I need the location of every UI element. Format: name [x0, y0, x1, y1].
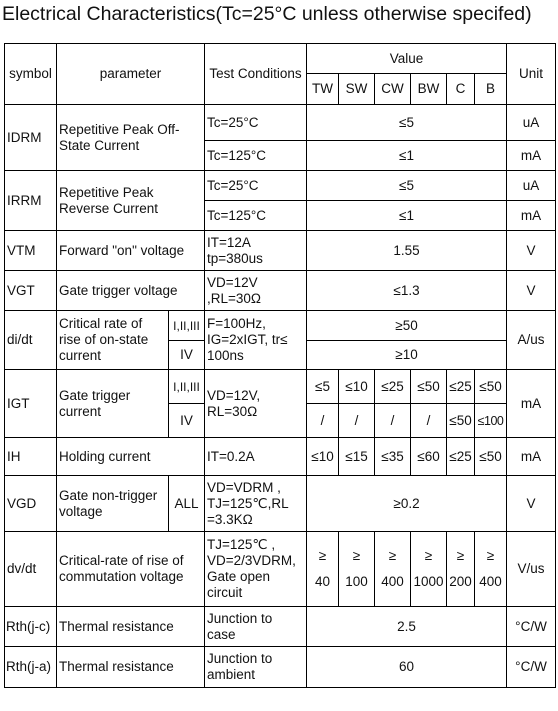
ge-sign: ≥ [486, 548, 495, 563]
condition-cell: IT=0.2A [205, 438, 307, 476]
symbol-cell: di/dt [5, 311, 57, 370]
parameter-line: Gate non-trigger [59, 487, 158, 503]
parameter-cell: Repetitive Peak Off-State Current [57, 105, 205, 171]
parameter-line: current [59, 348, 102, 363]
table-row [5, 607, 556, 647]
value-cell: ≤1 [307, 141, 507, 171]
parameter-line: Gate trigger [59, 387, 131, 403]
ge-sign: ≥ [318, 548, 327, 563]
symbol-cell: VGT [5, 271, 57, 311]
value-cell: ≤5 [307, 370, 339, 404]
parameter-cell [57, 476, 169, 532]
condition-cell [205, 647, 307, 688]
parameter-cell: Forward "on" voltage [57, 231, 205, 271]
value-cell [447, 532, 475, 607]
table-row [5, 647, 556, 688]
condition-line: Junction to [207, 610, 273, 626]
parameter-cell: Thermal resistance [57, 647, 205, 688]
condition-line: IT=12A [207, 234, 251, 250]
value-cell: ≤10 [307, 438, 339, 476]
table-row [5, 171, 556, 201]
symbol-cell: Rth(j-c) [5, 607, 57, 647]
value-cell: / [307, 404, 339, 438]
value-number: 400 [381, 574, 404, 589]
value-cell: ≤1.3 [307, 271, 507, 311]
parameter-line: commutation voltage [59, 569, 184, 584]
table-row [5, 271, 556, 311]
unit-cell: mA [507, 370, 556, 438]
value-cell [339, 532, 375, 607]
value-cell: ≤35 [375, 438, 411, 476]
table-row [5, 311, 556, 341]
value-cell [475, 532, 507, 607]
condition-line: IG=2xIGT, tr≤ [207, 332, 288, 347]
unit-cell: mA [507, 141, 556, 171]
condition-line: circuit [207, 585, 243, 600]
unit-cell: V [507, 271, 556, 311]
table-row [5, 105, 556, 141]
value-number: 100 [345, 574, 368, 589]
condition-line: =3.3KΩ [207, 511, 253, 527]
header-test-conditions: Test Conditions [205, 44, 307, 105]
value-cell: ≤10 [339, 370, 375, 404]
parameter-line: Critical rate of [59, 316, 143, 331]
condition-line: F=100Hz, [207, 316, 266, 331]
unit-cell: uA [507, 171, 556, 201]
value-cell: ≤1 [307, 201, 507, 231]
unit-cell: °C/W [507, 607, 556, 647]
condition-cell: Tc=125°C [205, 201, 307, 231]
parameter-line: voltage [59, 503, 103, 519]
condition-line: ambient [207, 667, 256, 682]
value-cell: ≤50 [475, 438, 507, 476]
value-number: 400 [479, 574, 502, 589]
header-row [5, 44, 556, 74]
value-cell: 1.55 [307, 231, 507, 271]
value-cell: ≤50 [447, 404, 475, 438]
variant-bw: BW [411, 74, 447, 105]
parameter-cell: Gate trigger voltage [57, 271, 205, 311]
quadrant-cell: I,II,III [169, 370, 205, 404]
value-cell: / [411, 404, 447, 438]
symbol-cell: IH [5, 438, 57, 476]
condition-cell: Tc=25°C [205, 171, 307, 201]
value-number: 200 [449, 574, 472, 589]
parameter-line: current [59, 403, 102, 419]
condition-line: 100ns [207, 348, 244, 363]
condition-line: case [207, 626, 236, 642]
quadrant-cell: IV [169, 404, 205, 438]
parameter-cell [57, 311, 169, 370]
variant-sw: SW [339, 74, 375, 105]
variant-cw: CW [375, 74, 411, 105]
ge-sign: ≥ [424, 548, 433, 563]
variant-tw: TW [307, 74, 339, 105]
value-cell: ≥50 [307, 311, 507, 341]
condition-line: TJ=125℃ , [207, 537, 276, 552]
symbol-cell: IDRM [5, 105, 57, 171]
value-cell [375, 532, 411, 607]
value-cell: ≥0.2 [307, 476, 507, 532]
condition-cell [205, 311, 307, 370]
unit-cell: A/us [507, 311, 556, 370]
unit-cell: V [507, 476, 556, 532]
condition-line: VD=VDRM , [207, 479, 281, 495]
condition-line: ,RL=30Ω [207, 290, 261, 306]
value-cell: / [375, 404, 411, 438]
condition-cell: Tc=125°C [205, 141, 307, 171]
value-cell: ≤60 [411, 438, 447, 476]
ge-sign: ≥ [352, 548, 361, 563]
symbol-cell: VTM [5, 231, 57, 271]
table-row [5, 231, 556, 271]
value-cell: ≤100 [475, 404, 507, 438]
value-cell: ≤50 [475, 370, 507, 404]
value-cell: ≤5 [307, 171, 507, 201]
value-cell: / [339, 404, 375, 438]
condition-cell [205, 532, 307, 607]
electrical-characteristics-table [4, 43, 556, 688]
value-cell: ≤25 [375, 370, 411, 404]
parameter-cell [57, 532, 205, 607]
value-cell: ≤15 [339, 438, 375, 476]
parameter-cell [57, 370, 169, 438]
page-title: Electrical Characteristics(Tc=25°C unless otherwise specifed) [2, 3, 532, 25]
value-number: 40 [314, 574, 331, 589]
value-cell: ≤25 [447, 438, 475, 476]
condition-line: RL=30Ω [207, 403, 258, 419]
parameter-line: Critical-rate of rise of [59, 553, 184, 568]
unit-cell: V [507, 231, 556, 271]
table-row [5, 438, 556, 476]
parameter-line: rise of on-state [59, 332, 149, 347]
condition-cell [205, 271, 307, 311]
unit-cell: mA [507, 201, 556, 231]
value-cell [411, 532, 447, 607]
table-row [5, 370, 556, 404]
value-number: 1000 [413, 574, 444, 589]
unit-cell: uA [507, 105, 556, 141]
value-cell: ≤25 [447, 370, 475, 404]
quadrant-cell: ALL [169, 476, 205, 532]
condition-line: Gate open [207, 569, 271, 584]
value-cell [307, 532, 339, 607]
value-cell: ≤5 [307, 105, 507, 141]
unit-cell: V/us [507, 532, 556, 607]
symbol-cell: Rth(j-a) [5, 647, 57, 688]
condition-line: Junction to [207, 651, 273, 666]
ge-sign: ≥ [388, 548, 397, 563]
condition-cell [205, 231, 307, 271]
ge-sign: ≥ [456, 548, 465, 563]
parameter-cell: Holding current [57, 438, 205, 476]
value-cell: 60 [307, 647, 507, 688]
table-row [5, 532, 556, 607]
value-cell: 2.5 [307, 607, 507, 647]
quadrant-cell: I,II,III [169, 311, 205, 341]
condition-line: tp=380us [207, 250, 263, 266]
symbol-cell: IGT [5, 370, 57, 438]
header-parameter: parameter [57, 44, 205, 105]
parameter-cell: Thermal resistance [57, 607, 205, 647]
condition-line: VD=12V [207, 274, 258, 290]
condition-cell [205, 607, 307, 647]
table-row [5, 476, 556, 532]
symbol-cell: IRRM [5, 171, 57, 231]
header-symbol: symbol [5, 44, 57, 105]
condition-line: TJ=125℃,RL [207, 495, 289, 511]
variant-b: B [475, 74, 507, 105]
unit-cell: °C/W [507, 647, 556, 688]
parameter-cell: Repetitive Peak Reverse Current [57, 171, 205, 231]
header-unit: Unit [507, 44, 556, 105]
unit-cell: mA [507, 438, 556, 476]
symbol-cell: dv/dt [5, 532, 57, 607]
condition-line: VD=2/3VDRM, [207, 553, 296, 568]
variant-c: C [447, 74, 475, 105]
condition-cell [205, 476, 307, 532]
value-cell: ≥10 [307, 341, 507, 370]
symbol-cell: VGD [5, 476, 57, 532]
condition-line: VD=12V, [207, 387, 261, 403]
quadrant-cell: IV [169, 341, 205, 370]
condition-cell: Tc=25°C [205, 105, 307, 141]
value-cell: ≤50 [411, 370, 447, 404]
condition-cell [205, 370, 307, 438]
header-value: Value [307, 44, 507, 74]
